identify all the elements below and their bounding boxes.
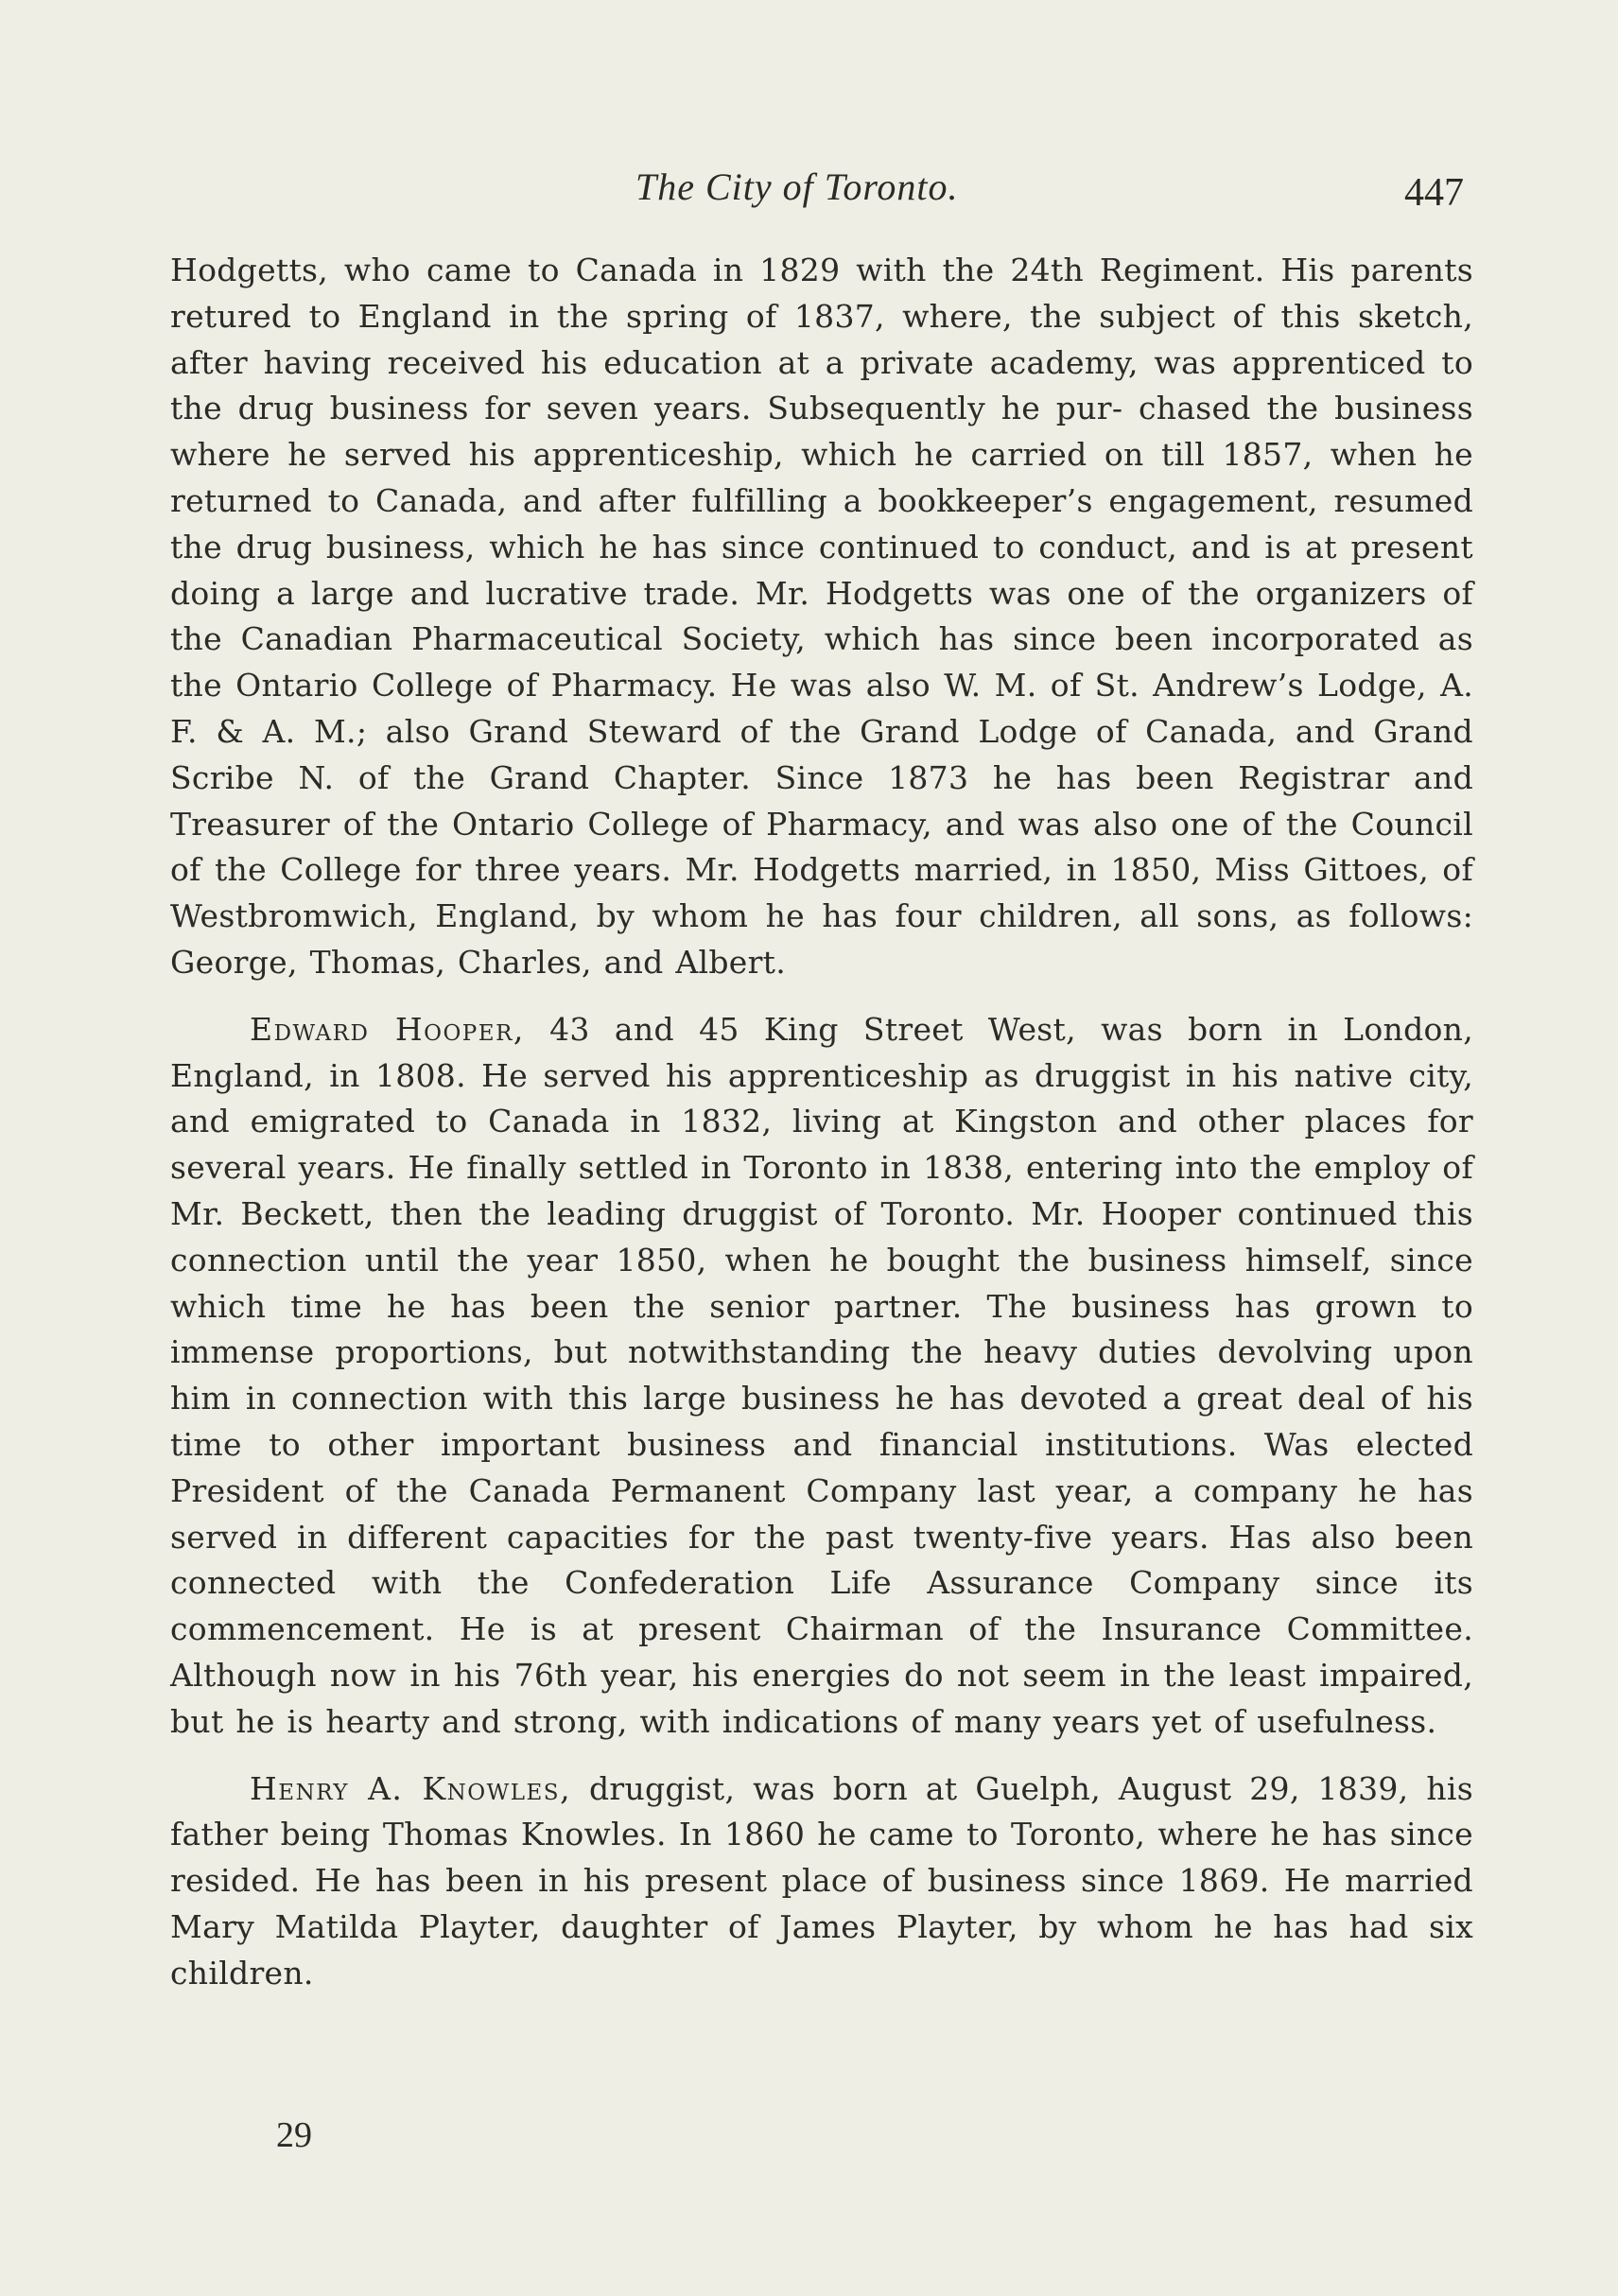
entry-name: Edward Hooper,: [250, 1010, 525, 1048]
signature-mark: 29: [276, 2115, 312, 2155]
page-number: 447: [1404, 171, 1464, 215]
paragraph-text: Hodgetts, who came to Canada in 1829 with the 24th Regiment. His parents retured to England in the spring of 1837, where, the subject of this sketch, after having received his education at a private academy, was apprenticed to the drug business for seven years. Subsequently he pur- chased the business where he served his apprenticeship, which he carried on till 1857, when he returned to Canada, and after fulfilling a bookkeeper’s engagement, resumed the drug business, which he has since continued to conduct, and is at present doing a large and lucrative trade. Mr. Hodgetts was one of the organizers of the Canadian Pharmaceutical Society, which has since been incorporated as the Ontario College of Pharmacy. He was also W. M. of St. Andrew’s Lodge, A. F. & A. M.; also Grand Steward of the Grand Lodge of Canada, and Grand Scribe N. of the Grand Chapter. Since 1873 he has been Registrar and Treasurer of the Ontario College of Pharmacy, and was also one of the Council of the College for three years. Mr. Hodgetts married, in 1850, Miss Gittoes, of Westbromwich, England, by whom he has four children, all sons, as follows: George, Thomas, Charles, and Albert.: [170, 252, 1473, 981]
entry-name: Henry A. Knowles,: [250, 1769, 572, 1807]
paragraph-hodgetts: [170, 248, 1473, 986]
running-title: The City of Toronto.: [635, 165, 959, 208]
paragraph-hooper: [170, 1007, 1473, 1746]
paragraph-text: 43 and 45 King Street West, was born in London, England, in 1808. He served his apprenticeship as druggist in his native city, and emigrated to Canada in 1832, living at Kingston and other places for several years. He finally settled in Toronto in 1838, entering into the employ of Mr. Beckett, then the leading druggist of Toronto. Mr. Hooper continued this connection until the year 1850, when he bought the business himself, since which time he has been the senior partner. The business has grown to immense proportions, but notwithstanding the heavy duties devolving upon him in connection with this large business he has devoted a great deal of his time to other important business and financial institutions. Was elected President of the Canada Permanent Company last year, a company he has served in different capacities for the past twenty-five years. Has also been connected with the Confederation Life Assurance Company since its commencement. He is at present Chairman of the Insurance Committee. Although now in his 76th year, his energies do not seem in the least impaired, but he is hearty and strong, with indications of many years yet of usefulness.: [170, 1010, 1474, 1740]
body-text: [170, 248, 1473, 2017]
page-header: [170, 159, 1475, 216]
paragraph-knowles: [170, 1766, 1473, 1997]
paragraph-text: druggist, was born at Guelph, August 29, 1839, his father being Thomas Knowles. In 1860 he came to Toronto, where he has since resided. He has been in his present place of business since 1869. He married Mary Matilda Playter, daughter of James Playter, by whom he has had six children.: [170, 1769, 1473, 1992]
